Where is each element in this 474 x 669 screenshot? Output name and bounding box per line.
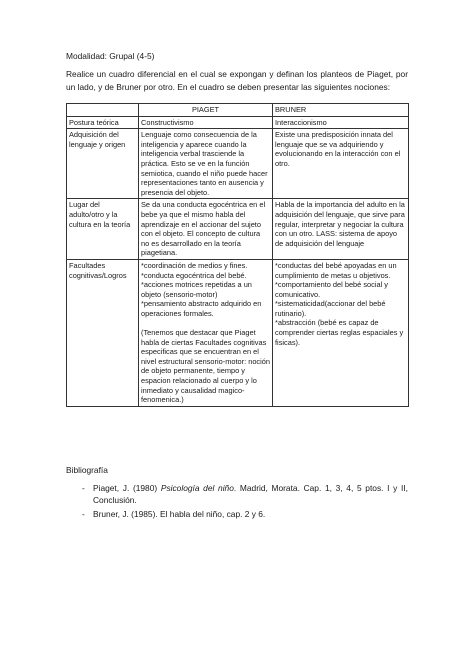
row-label-lugar-adulto: Lugar del adulto/otro y la cultura en la teoría: [67, 199, 139, 260]
table-row: [67, 199, 409, 260]
row-label-adquisicion: Adquisición del lenguaje y origen: [67, 129, 139, 199]
citation-text: . Madrid, Morata. Cap. 1, 3, 4, 5 ptos. I y II, Conclusión.: [93, 483, 409, 505]
cell-bruner-adquisicion: Existe una predisposición innata del lenguaje que se va adquiriendo y evolucionando en la interacción con el otro.: [273, 129, 409, 199]
piaget-logro-line: *coordinación de medios y fines.: [141, 260, 248, 270]
bruner-logro-line: *comportamiento del bebé social y comunicativo.: [275, 280, 388, 299]
bibliography-entry: [93, 483, 408, 506]
row-label-facultades: Facultades cognitivas/Logros: [67, 259, 139, 406]
paragraph-gap: [141, 318, 270, 328]
bruner-logro-line: *sistematicidad(accionar del bebé rutinario).: [275, 299, 386, 318]
table-header-piaget: PIAGET: [139, 104, 273, 117]
cell-bruner-facultades: [273, 259, 409, 406]
piaget-logro-line: *conducta egocéntrica del bebé.: [141, 270, 247, 280]
cell-piaget-postura: Constructivismo: [139, 116, 273, 129]
citation-book-title: Psicología del niño: [160, 483, 234, 493]
bibliography-title: Bibliografía: [66, 465, 108, 475]
piaget-logro-line: *pensamiento abstracto adquirido en operaciones formales.: [141, 299, 262, 318]
bibliography-item: [66, 483, 408, 506]
piaget-note-paragraph: (Tenemos que destacar que Piaget habla de ciertas Facultades cognitivas especificas que se encuentran en el nivel estructural sensorio-motor: noción de objeto permanente, tiempo y espacion relacionado al cuerpo y lo inmediato y causalidad magico-fenomenica.): [141, 328, 270, 405]
bibliography-item: [66, 509, 408, 521]
bruner-logro-line: *conductas del bebé apoyadas en un cumplimiento de metas u objetivos.: [275, 260, 397, 280]
cell-bruner-lugar-adulto: Habla de la importancia del adulto en la adquisición del lenguaje, que sirve para regular, interpretar y negociar la cultura con un otro. LASS: sistema de apoyo de adquisición del lenguaje: [273, 199, 409, 260]
table-header-bruner: BRUNER: [273, 104, 409, 117]
citation-text: Bruner, J. (1985). El habla del niño, cap. 2 y 6.: [93, 509, 266, 519]
table-row: [67, 129, 409, 199]
table-header-empty: [67, 104, 139, 117]
table-header-row: [67, 104, 409, 117]
piaget-logro-line: *acciones motrices repetidas a un objeto (sensorio-motor): [141, 280, 252, 299]
list-dash: -: [82, 509, 85, 519]
bruner-logro-line: *abstracción (bebé es capaz de comprender ciertas reglas espaciales y fisicas).: [275, 318, 404, 347]
instructions-paragraph: Realice un cuadro diferencial en el cual se expongan y definan los planteos de Piaget, por un lado, y de Bruner por otro. En el cuadro se deben presentar las siguientes nociones:: [66, 69, 408, 92]
cell-bruner-postura: Interaccionismo: [273, 116, 409, 129]
bibliography-entry: [93, 509, 408, 521]
cell-piaget-adquisicion: Lenguaje como consecuencia de la inteligencia y aparece cuando la inteligencia verbal trasciende la práctica. Esto se ve en la función semiotica, cuando el niño puede hacer representaciones tanto en ausencia y presencia del objeto.: [139, 129, 273, 199]
comparison-table: [66, 103, 409, 407]
modalidad-heading: Modalidad: Grupal (4-5): [66, 51, 155, 61]
list-dash: -: [82, 483, 85, 493]
bibliography-list: [66, 483, 408, 524]
citation-text: Piaget, J. (1980): [93, 483, 161, 493]
cell-piaget-lugar-adulto: Se da una conducta egocéntrica en el bebe ya que el mismo habla del aprendizaje en el accionar del sujeto con el objeto. El concepto de cultura no es desarrollado en la teoría piagetiana.: [139, 199, 273, 260]
row-label-postura: Postura teórica: [67, 116, 139, 129]
cell-piaget-facultades: [139, 259, 273, 406]
table-subheader-row: [67, 116, 409, 129]
table-row: [67, 259, 409, 406]
